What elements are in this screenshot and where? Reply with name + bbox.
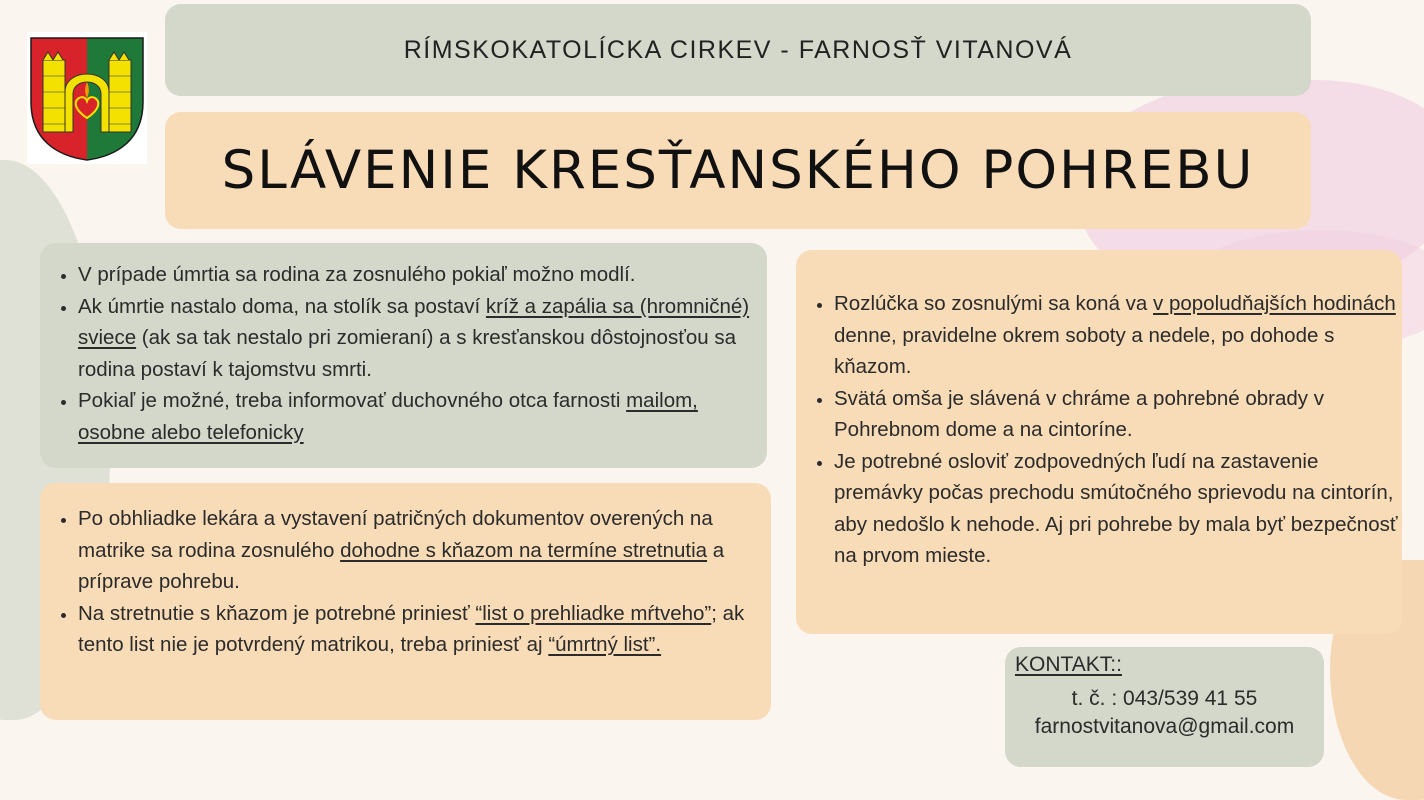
item-text: Ak úmrtie nastalo doma, na stolík sa postaví [78, 294, 486, 318]
first-steps-list [40, 259, 767, 448]
item-text: a príprave pohrebu. [78, 538, 725, 593]
list-item [834, 288, 1402, 383]
info-box-documents [40, 483, 771, 720]
list-item [834, 383, 1402, 446]
item-text: Rozlúčka so zosnulými sa koná va [834, 292, 1154, 315]
item-text: ; ak tento list nie je potvrdený matrikou, treba priniesť aj [78, 601, 745, 656]
item-text: (ak sa tak nestalo pri zomieraní) a s kresťanskou dôstojnosťou sa rodina postaví k tajomstvu smrti. [78, 326, 737, 381]
info-box-first-steps [40, 243, 767, 468]
contact-email: farnostvitanova@gmail.com [1034, 715, 1295, 738]
title-banner [165, 112, 1311, 229]
list-item [78, 598, 771, 661]
item-text: Pokiaľ je možné, treba informovať duchovného otca farnosti [78, 389, 627, 412]
list-item [78, 291, 767, 386]
item-text: Na stretnutie s kňazom je potrebné priniesť [78, 601, 476, 625]
list-item [78, 259, 767, 291]
item-text: Je potrebné osloviť zodpovedných ľudí na zastavenie premávky počas prechodu smútočného sprievodu na cintorín, aby nedošlo k nehode. Aj pri pohrebe by mala byť bezpečnosť na prvom mieste. [834, 449, 1398, 567]
list-item [834, 446, 1402, 572]
item-highlight: mailom, osobne alebo telefonicky [78, 389, 698, 444]
header-text: RÍMSKOKATOLÍCKA CIRKEV - FARNOSŤ VITANOVÁ [403, 35, 1073, 64]
page-title: SLÁVENIE KRESŤANSKÉHO POHREBU [221, 140, 1255, 201]
item-text: denne, pravidelne okrem soboty a nedele, po dohode s kňazom. [834, 323, 1335, 378]
ceremony-list [796, 288, 1402, 572]
header-banner [165, 4, 1311, 96]
list-item [78, 385, 767, 448]
item-text: V prípade úmrtia sa rodina za zosnulého pokiaľ možno modlí. [78, 263, 636, 286]
contact-box [1005, 647, 1324, 767]
item-highlight: “list o prehliadke mŕtveho” [475, 601, 712, 625]
contact-label: KONTAKT:: [1015, 653, 1122, 676]
item-highlight: v popoludňajších hodinách [1153, 292, 1396, 315]
shield-icon [27, 32, 147, 164]
item-highlight: kríž a zapália sa (hromničné) sviece [78, 294, 750, 349]
info-box-ceremony [796, 250, 1402, 634]
documents-list [40, 503, 771, 661]
list-item [78, 503, 771, 598]
coat-of-arms-logo [27, 32, 147, 164]
item-text: Po obhliadke lekára a vystavení patričných dokumentov overených na matrike sa rodina zosnulého [78, 507, 713, 562]
item-text: Svätá omša je slávená v chráme a pohrebné obrady v Pohrebnom dome a na cintoríne. [834, 386, 1324, 441]
item-highlight: “úmrtný list”. [548, 633, 662, 656]
contact-phone: t. č. : 043/539 41 55 [1071, 687, 1258, 710]
item-highlight: dohodne s kňazom na termíne stretnutia [340, 538, 708, 562]
